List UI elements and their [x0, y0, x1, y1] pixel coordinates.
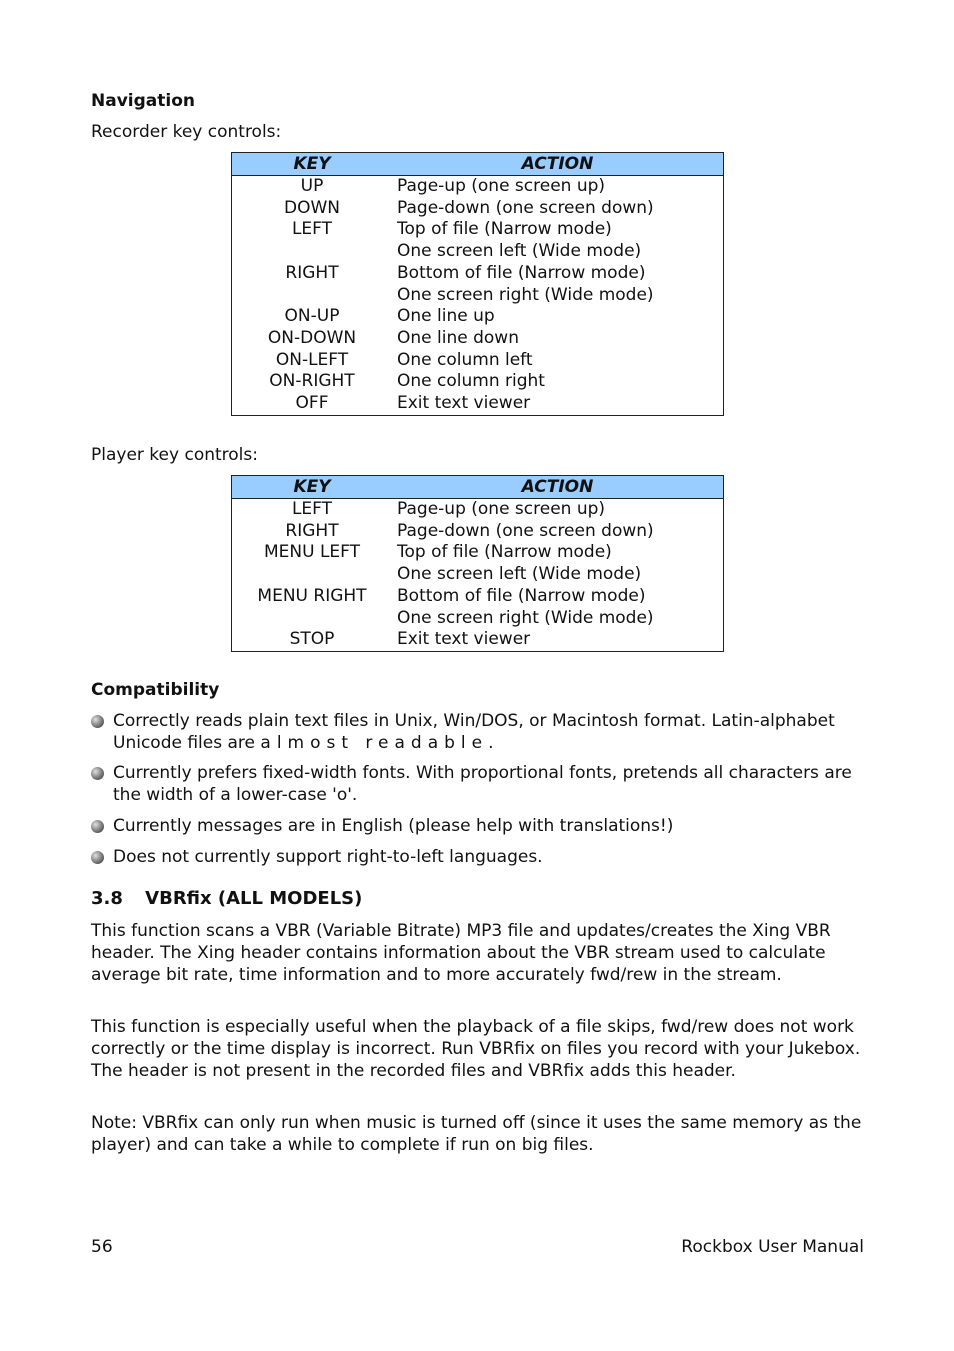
table-row — [232, 306, 724, 328]
compatibility-bullet-2 — [91, 762, 871, 806]
key-cell: RIGHT — [285, 262, 339, 283]
table-row — [232, 198, 724, 220]
action-cell: One line down — [397, 327, 519, 348]
section-heading — [91, 888, 362, 909]
key-column-header: KEY — [232, 153, 393, 176]
compatibility-heading: Compatibility — [91, 680, 220, 700]
table-row — [232, 219, 724, 241]
action-cell: One column left — [397, 349, 533, 370]
action-cell: Top of file (Narrow mode) — [397, 542, 612, 563]
bullet-icon — [91, 820, 104, 833]
vbrfix-paragraph-2: This function is especially useful when the playback of a file skips, fwd/rew does not work correctly or the time display is incorrect. Run VBRfix on files you record with your Jukebox. The header is not present in the recorded files and VBRfix adds this header. — [91, 1017, 861, 1081]
table-row — [232, 263, 724, 285]
key-cell: ON-DOWN — [267, 327, 357, 348]
key-cell — [232, 285, 393, 307]
key-cell — [232, 241, 393, 263]
key-cell: ON-LEFT — [275, 349, 349, 370]
action-cell: Bottom of file (Narrow mode) — [397, 262, 646, 283]
action-cell: One screen left (Wide mode) — [397, 241, 642, 262]
table-row — [232, 499, 724, 521]
action-cell: Page-down (one screen down) — [397, 520, 654, 541]
action-cell: One column right — [397, 371, 545, 392]
key-cell: DOWN — [284, 197, 340, 218]
action-cell: Bottom of file (Narrow mode) — [397, 585, 646, 606]
table-row — [232, 285, 724, 307]
table-row — [232, 176, 724, 198]
table-row — [232, 564, 724, 586]
key-cell: LEFT — [291, 499, 333, 519]
compatibility-bullet-4 — [91, 846, 871, 868]
key-cell: ON-RIGHT — [269, 371, 355, 392]
section-number: 3.8 — [91, 888, 123, 909]
action-cell: One screen left (Wide mode) — [397, 564, 642, 585]
action-column-header: ACTION — [392, 153, 724, 176]
table-row — [232, 608, 724, 630]
table-row — [232, 586, 724, 608]
key-cell: MENU RIGHT — [257, 585, 367, 606]
key-cell: MENU LEFT — [263, 542, 361, 563]
bullet-icon — [91, 767, 104, 780]
compatibility-bullet-1 — [91, 710, 871, 754]
bullet-icon — [91, 715, 104, 728]
key-cell: UP — [300, 176, 324, 196]
key-cell: STOP — [289, 629, 335, 650]
table-row — [232, 350, 724, 372]
vbrfix-paragraph-1: This function scans a VBR (Variable Bitrate) MP3 file and updates/creates the Xing VBR header. The Xing header contains information about the VBR stream used to calculate average bit rate, time information and to more accurately fwd/rew in the stream. — [91, 921, 831, 985]
recorder-key-table — [231, 152, 724, 416]
table-row — [232, 328, 724, 350]
page-number: 56 — [91, 1237, 113, 1257]
navigation-heading: Navigation — [91, 91, 195, 111]
table-header-row — [232, 153, 724, 176]
bullet-text: Does not currently support right-to-left languages. — [113, 847, 543, 867]
bullet-text: Currently messages are in English (please help with translations!) — [113, 816, 674, 836]
action-cell: Page-up (one screen up) — [397, 499, 606, 519]
key-cell — [232, 608, 393, 630]
key-column-header: KEY — [232, 476, 393, 499]
player-key-table — [231, 475, 724, 652]
action-column-header: ACTION — [392, 476, 724, 499]
vbrfix-paragraph-3: Note: VBRfix can only run when music is turned off (since it uses the same memory as the player) and can take a while to complete if run on big files. — [91, 1113, 862, 1155]
bullet-text: Currently prefers fixed-width fonts. With proportional fonts, pretends all characters are the width of a lower-case 'o'. — [113, 763, 852, 805]
table-header-row — [232, 476, 724, 499]
table-row — [232, 371, 724, 393]
bullet-icon — [91, 851, 104, 864]
key-cell: OFF — [295, 393, 329, 414]
key-cell — [232, 564, 393, 586]
table-row — [232, 629, 724, 651]
action-cell: Exit text viewer — [397, 393, 531, 414]
action-cell: Page-up (one screen up) — [397, 176, 606, 196]
manual-title: Rockbox User Manual — [681, 1237, 864, 1257]
table-row — [232, 241, 724, 263]
player-intro: Player key controls: — [91, 445, 258, 465]
key-cell: LEFT — [291, 219, 333, 240]
bullet-spaced-text: almost readable — [260, 733, 489, 753]
compatibility-bullet-3 — [91, 815, 871, 837]
action-cell: One line up — [397, 306, 495, 327]
bullet-text-end: . — [488, 733, 494, 753]
key-cell: ON-UP — [284, 306, 340, 327]
action-cell: One screen right (Wide mode) — [397, 284, 654, 305]
action-cell: Page-down (one screen down) — [397, 197, 654, 218]
table-row — [232, 521, 724, 543]
action-cell: Exit text viewer — [397, 629, 531, 650]
table-row — [232, 542, 724, 564]
key-cell: RIGHT — [285, 520, 339, 541]
action-cell: One screen right (Wide mode) — [397, 607, 654, 628]
section-title: VBRfix (ALL MODELS) — [145, 888, 363, 909]
bullet-text: Correctly reads plain text files in Unix, Win/DOS, or Macintosh format. Latin-alphabet Unicode files are — [113, 711, 835, 753]
table-row — [232, 393, 724, 415]
action-cell: Top of file (Narrow mode) — [397, 219, 612, 240]
recorder-intro: Recorder key controls: — [91, 122, 282, 142]
